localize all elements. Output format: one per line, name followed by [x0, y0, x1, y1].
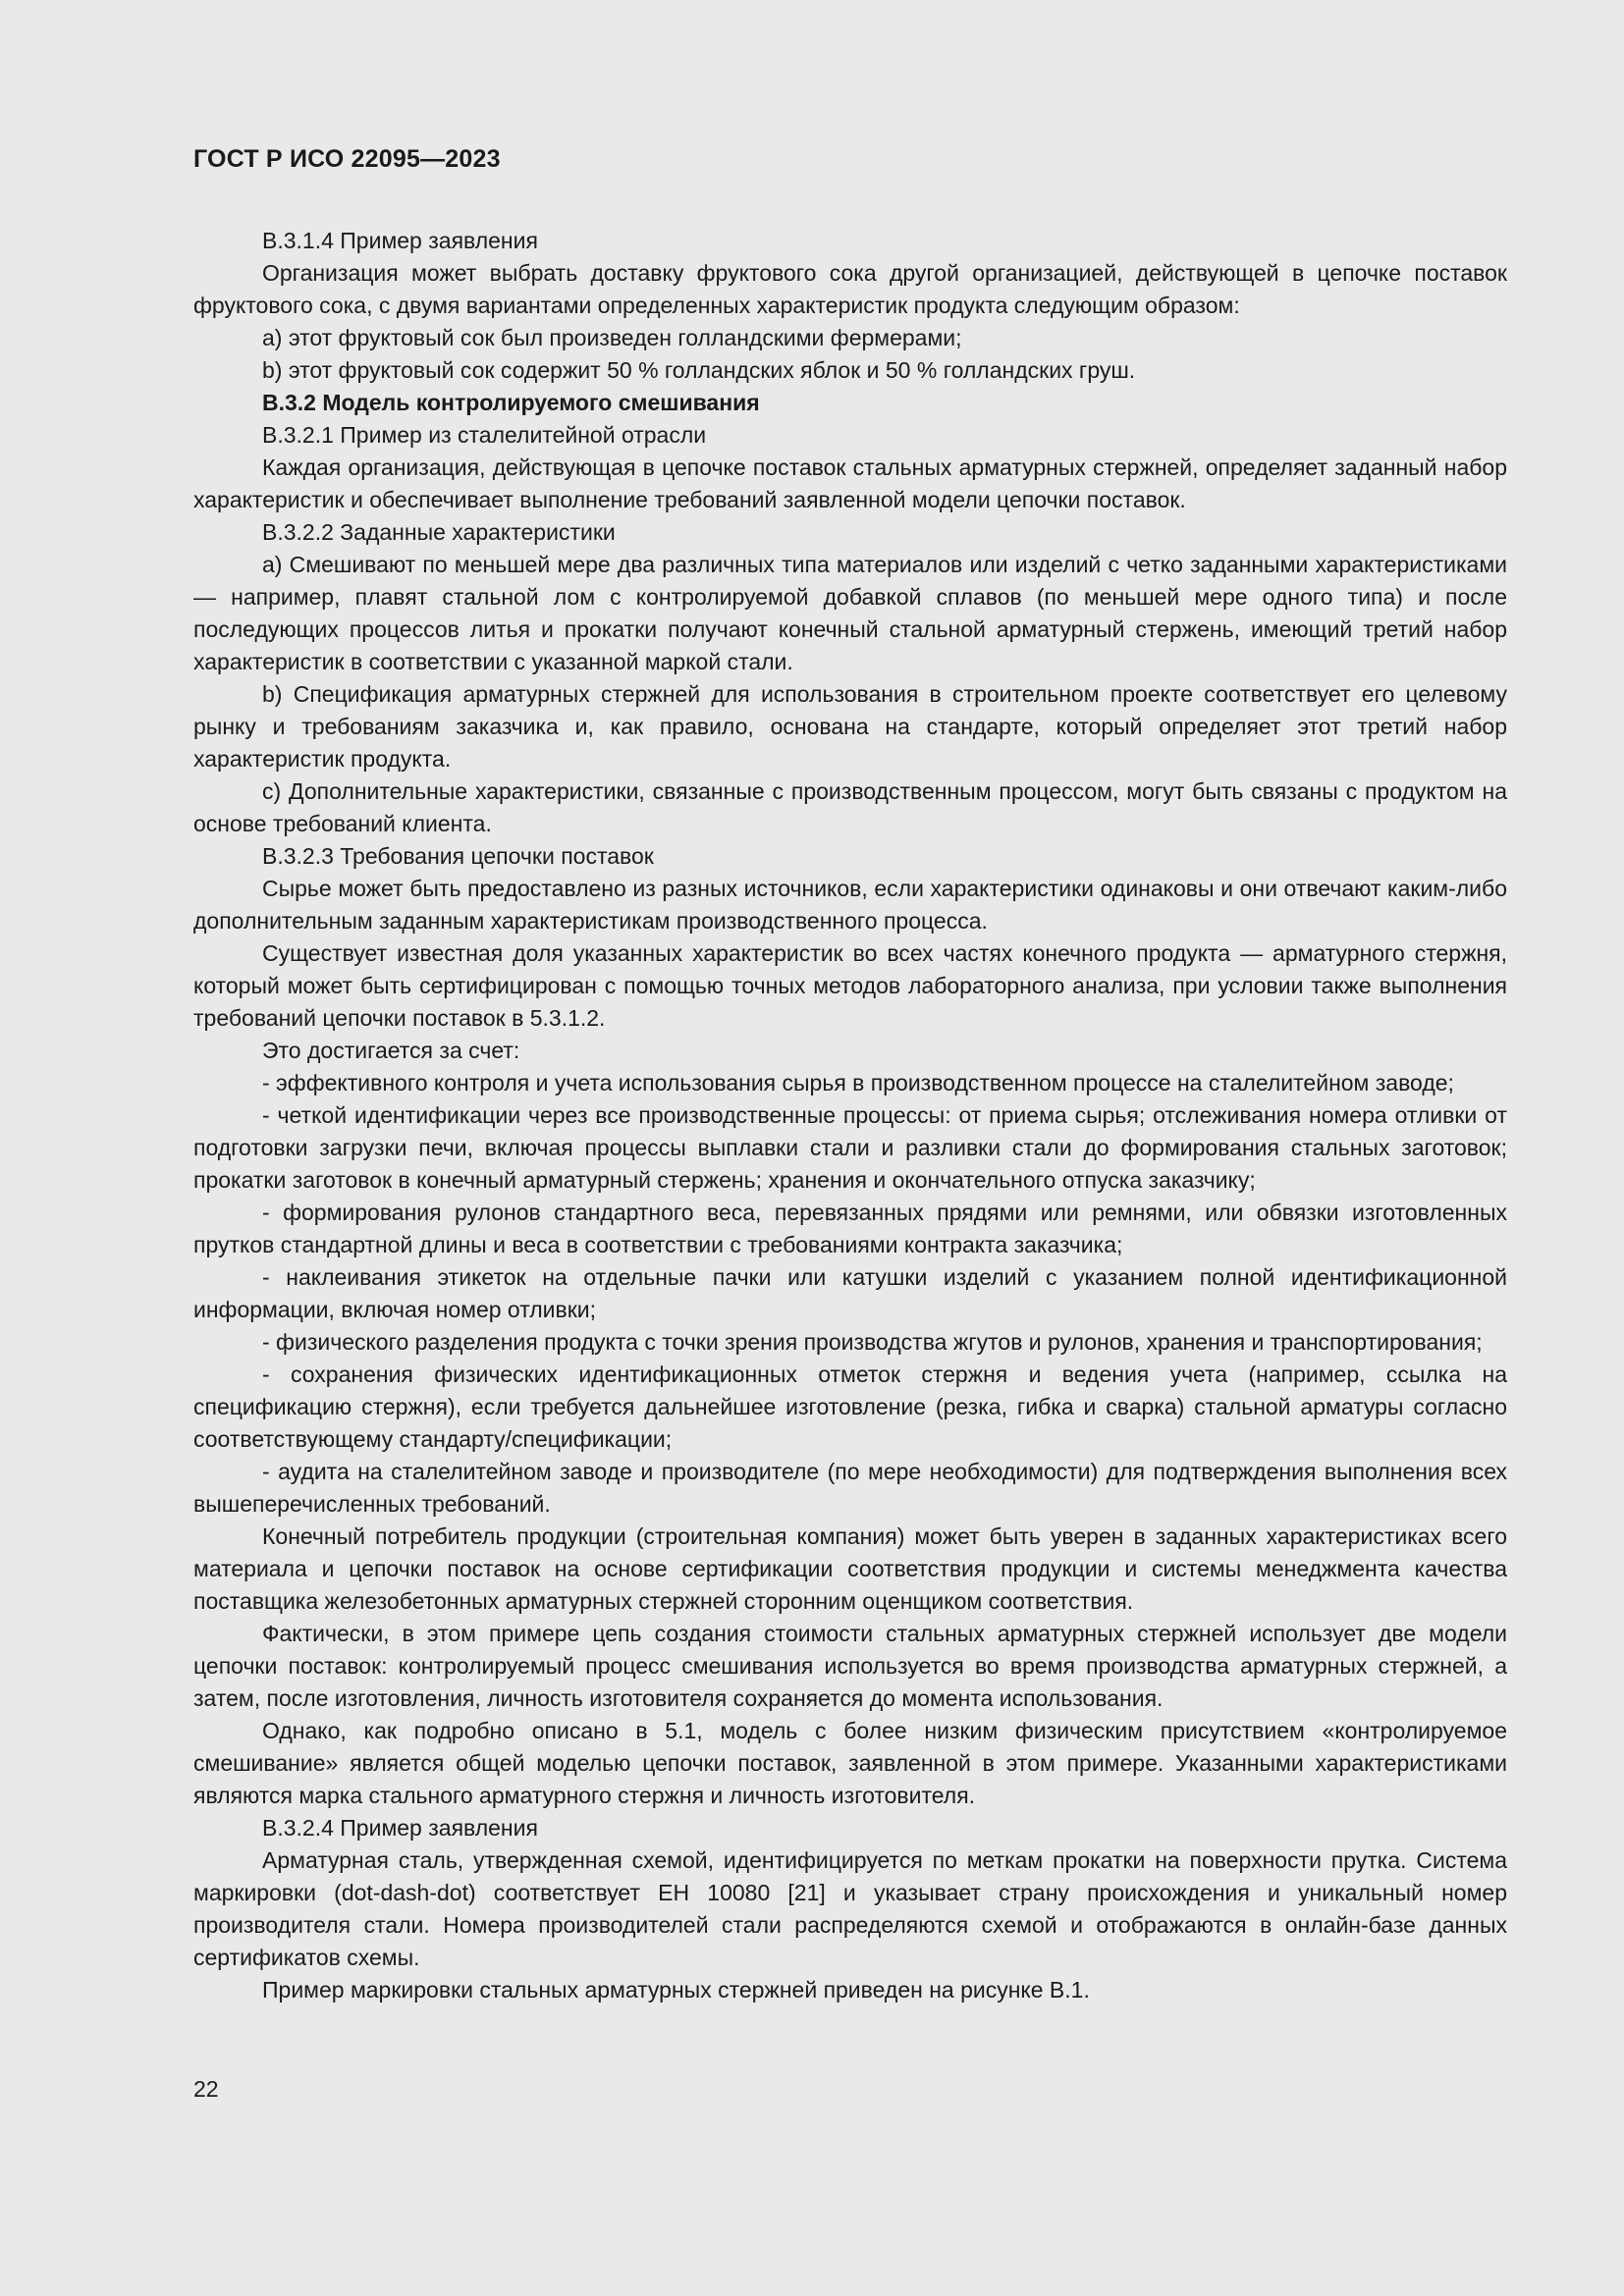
list-item: a) Смешивают по меньшей мере два различных типа материалов или изделий с четко заданными характеристиками — например, плавят стальной лом с контролируемой добавкой сплавов (по меньшей мере одного типа) и после последующих процессов литья и прокатки получают конечный стальной арматурный стержень, имеющий третий набор характеристик в соответствии с указанной маркой стали. — [193, 552, 1507, 674]
section-heading: B.3.2.3 Требования цепочки поставок — [262, 843, 654, 869]
list-item: - четкой идентификации через все производственные процессы: от приема сырья; отслеживания номера отливки от подготовки загрузки печи, включая процессы выплавки стали и разливки стали до формирования стальных заготовок; прокатки заготовок в конечный арматурный стержень; хранения и окончательного отпуска заказчику; — [193, 1102, 1507, 1193]
paragraph: Существует известная доля указанных характеристик во всех частях конечного продукта — арматурного стержня, который может быть сертифицирован с помощью точных методов лабораторного анализа, при условии также выполнения требований цепочки поставок в 5.3.1.2. — [193, 940, 1507, 1031]
list-item: - аудита на сталелитейном заводе и производителе (по мере необходимости) для подтверждения выполнения всех вышеперечисленных требований. — [193, 1459, 1507, 1517]
paragraph: Это достигается за счет: — [262, 1038, 520, 1063]
list-item: b) этот фруктовый сок содержит 50 % голландских яблок и 50 % голландских груш. — [262, 357, 1136, 383]
list-item: - наклеивания этикеток на отдельные пачки или катушки изделий с указанием полной идентификационной информации, включая номер отливки; — [193, 1264, 1507, 1322]
page-number: 22 — [193, 2076, 219, 2102]
list-item: a) этот фруктовый сок был произведен голландскими фермерами; — [262, 325, 962, 350]
list-item: - сохранения физических идентификационных отметок стержня и ведения учета (например, ссылка на спецификацию стержня), если требуется дальнейшее изготовление (резка, гибка и сварка) стальной арматуры согласно соответствующему стандарту/спецификации; — [193, 1362, 1507, 1452]
section-heading: B.3.2 Модель контролируемого смешивания — [262, 390, 760, 415]
paragraph: Конечный потребитель продукции (строительная компания) может быть уверен в заданных характеристиках всего материала и цепочки поставок на основе сертификации соответствия продукции и системы менеджмента качества поставщика железобетонных арматурных стержней сторонним оценщиком соответствия. — [193, 1523, 1507, 1614]
paragraph: Фактически, в этом примере цепь создания стоимости стальных арматурных стержней использует две модели цепочки поставок: контролируемый процесс смешивания используется во время производства арматурных стержней, а затем, после изготовления, личность изготовителя сохраняется до момента использования. — [193, 1621, 1507, 1711]
list-item: b) Спецификация арматурных стержней для использования в строительном проекте соответствует его целевому рынку и требованиям заказчика и, как правило, основана на стандарте, который определяет этот третий набор характеристик продукта. — [193, 681, 1507, 772]
section-heading: B.3.2.4 Пример заявления — [262, 1815, 538, 1841]
paragraph: Арматурная сталь, утвержденная схемой, идентифицируется по меткам прокатки на поверхности прутка. Система маркировки (dot-dash-dot) соответствует ЕН 10080 [21] и указывает страну происхождения и уникальный номер производителя стали. Номера производителей стали распределяются схемой и отображаются в онлайн-базе данных сертификатов схемы. — [193, 1847, 1507, 1970]
list-item: c) Дополнительные характеристики, связанные с производственным процессом, могут быть связаны с продуктом на основе требований клиента. — [193, 778, 1507, 836]
list-item: - эффективного контроля и учета использования сырья в производственном процессе на сталелитейном заводе; — [262, 1070, 1454, 1095]
list-item: - физического разделения продукта с точки зрения производства жгутов и рулонов, хранения и транспортирования; — [262, 1329, 1483, 1355]
paragraph: Каждая организация, действующая в цепочке поставок стальных арматурных стержней, определяет заданный набор характеристик и обеспечивает выполнение требований заявленной модели цепочки поставок. — [193, 454, 1507, 512]
paragraph: Сырье может быть предоставлено из разных источников, если характеристики одинаковы и они отвечают каким-либо дополнительным заданным характеристикам производственного процесса. — [193, 876, 1507, 934]
section-heading: B.3.2.1 Пример из сталелитейной отрасли — [262, 422, 707, 448]
document-header: ГОСТ Р ИСО 22095—2023 — [193, 145, 501, 173]
paragraph: Организация может выбрать доставку фруктового сока другой организацией, действующей в цепочке поставок фруктового сока, с двумя вариантами определенных характеристик продукта следующим образом: — [193, 260, 1507, 318]
section-heading: B.3.1.4 Пример заявления — [262, 228, 538, 253]
document-body — [193, 225, 1507, 2006]
paragraph: Пример маркировки стальных арматурных стержней приведен на рисунке B.1. — [262, 1977, 1090, 2002]
list-item: - формирования рулонов стандартного веса, перевязанных прядями или ремнями, или обвязки изготовленных прутков стандартной длины и веса в соответствии с требованиями контракта заказчика; — [193, 1200, 1507, 1257]
paragraph: Однако, как подробно описано в 5.1, модель с более низким физическим присутствием «контролируемое смешивание» является общей моделью цепочки поставок, заявленной в этом примере. Указанными характеристиками являются марка стального арматурного стержня и личность изготовителя. — [193, 1718, 1507, 1808]
section-heading: B.3.2.2 Заданные характеристики — [262, 519, 616, 545]
